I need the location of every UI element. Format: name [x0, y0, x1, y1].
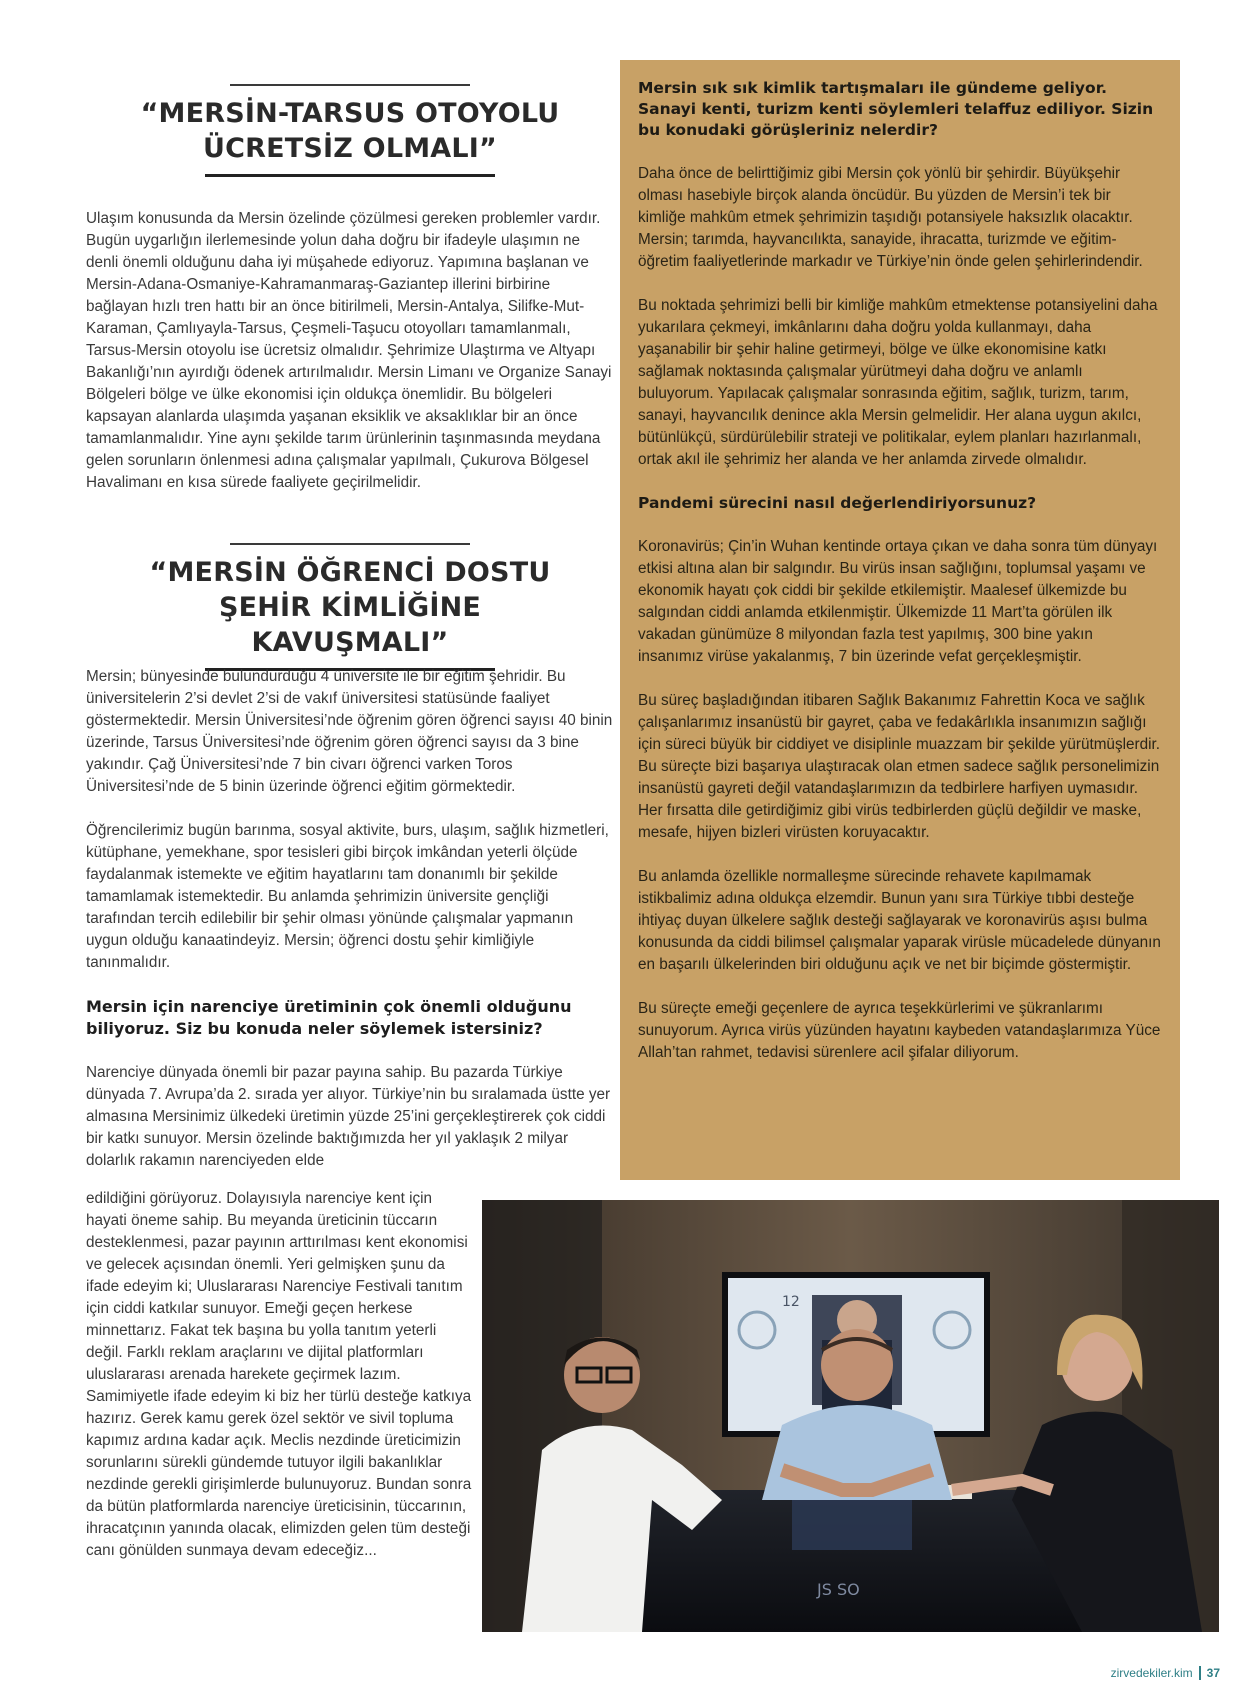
- interview-question-identity: Mersin sık sık kimlik tartışmaları ile gündeme geliyor. Sanayi kenti, turizm kenti söylemleri telaffuz ediliyor. Sizin bu konudaki görüşleriniz nelerdir?: [638, 79, 1154, 139]
- interview-sidebar: [620, 60, 1180, 1180]
- meeting-photo: [482, 1200, 1219, 1632]
- heading-block-1: [80, 84, 620, 177]
- paragraph: Öğrencilerimiz bugün barınma, sosyal aktivite, burs, ulaşım, sağlık hizmetleri, kütüphane, yemekhane, spor tesisleri gibi birçok imkândan yeterli ölçüde faydalanmak istemekte ve eğitim hayatlarını tam donanımlı bir şekilde tamamlamak istemektedir. Bu anlamda şehrimizin üniversite gençliği tarafından tercih edilebilir bir şehir olması yönünde çalışmalar yapmanın uygun olduğu kanaatindeyiz. Mersin; öğrenci dostu şehir kimliğiyle tanınmalıdır.: [86, 822, 609, 971]
- paragraph: Bu noktada şehrimizi belli bir kimliğe mahkûm etmektense potansiyelini daha yukarılara çekmeyi, imkânlarını daha doğru yolda kullanmayı, daha yaşanabilir bir şehir haline getirmeyi, bölge ve ülke ekonomisine katkı sağlamak noktasında çalışmalar yürütmeyi daha doğru ve anlamlı buluyorum. Yapılacak çalışmalar sonrasında eğitim, sağlık, turizm, tarım, sanayi, hayvancılık denince akla Mersin gelmelidir. Her alana uygun akılcı, bütünlükçü, sürdürülebilir strateji ve politikalar, eylem planları hazırlanmalı, ortak akıl ile şehrimiz her alanda ve her anlamda zirvede olmalıdır.: [638, 297, 1158, 468]
- paragraph: Samimiyetle ifade edeyim ki biz her türlü desteğe katkıya hazırız. Gerek kamu gerek özel sektör ve sivil topluma kapımız ardına kadar açık. Meclis nezdinde üreticimizin sorunlarını sürekli gündemde tutuyor ilgili bakanlıklar nezdinde gerekli girişimlerde bulunuyoruz. Bundan sonra da bütün platformlarda narenciye üreticisinin, tüccarının, ihracatçının yanında olacak, elimizden gelen tüm desteği canı gönülden sunmaya devam edeceğiz...: [86, 1388, 472, 1559]
- section-heading-transport: “MERSİN-TARSUS OTOYOLU ÜCRETSİZ OLMALI”: [140, 98, 560, 164]
- paragraph: Daha önce de belirttiğimiz gibi Mersin çok yönlü bir şehirdir. Büyükşehir olması hasebiyle birçok alanda öncüdür. Bu yüzden de Mersin’i tek bir kimliğe mahkûm etmek şehrimizin taşıdığı potansiyele haksızlık olacaktır. Mersin; tarımda, hayvancılıkta, sanayide, ihracatta, turizmde ve eğitim-öğretim faaliyetlerinde markadır ve Türkiye’nin önde gelen şehirlerindendir.: [638, 165, 1143, 270]
- meeting-photo-illustration: [482, 1200, 1219, 1632]
- page-footer: [1111, 1666, 1220, 1680]
- section-student-body: [86, 666, 616, 1172]
- footer-site: zirvedekiler.kim: [1110, 1666, 1193, 1680]
- interview-question-pandemic: Pandemi sürecini nasıl değerlendiriyorsunuz?: [638, 494, 1037, 512]
- paragraph: Narenciye dünyada önemli bir pazar payına sahip. Bu pazarda Türkiye dünyada 7. Avrupa’da 2. sırada yer alıyor. Türkiye’nin bu sıralamada üstte yer almasına Mersinimiz ülkedeki üretimin yüzde 25’ini gerçekleştirerek çok ciddi bir katkı sunuyor. Mersin özelinde baktığımızda her yıl yaklaşık 2 milyar dolarlık rakamın narenciyeden elde: [86, 1064, 611, 1169]
- heading-rule-top: [230, 84, 470, 86]
- paragraph: Bu süreç başladığından itibaren Sağlık Bakanımız Fahrettin Koca ve sağlık çalışanlarımız insanüstü bir gayret, çaba ve fedakârlıkla insanımızın sağlığı için süreci büyük bir ciddiyet ve disiplinle muazzam bir şekilde yürütmüşlerdir. Bu süreçte bizi başarıya ulaştıracak olan etmen sadece sağlık personelimizin insanüstü gayreti değil vatandaşlarımızın da tedbirlere harfiyen uymasıdır. Her fırsatta dile getirdiğimiz gibi virüs tedbirlerden güçlü değildir ve maske, mesafe, hijyen bizleri virüsten koruyacaktır.: [638, 692, 1160, 841]
- section-citrus-narrow: [86, 1188, 476, 1562]
- heading-block-2: [80, 543, 620, 671]
- heading-rule-bottom: [205, 174, 495, 177]
- table-text: JS SO: [817, 1580, 860, 1599]
- page-number: 37: [1199, 1666, 1220, 1680]
- screen-text: 12: [782, 1294, 800, 1310]
- paragraph: edildiğini görüyoruz. Dolayısıyla narenciye kent için hayati öneme sahip. Bu meyanda üreticinin tüccarın desteklenmesi, pazar payının arttırılması kent ekonomisi ve gelecek açısından önemli. Yeri gelmişken şunu da ifade edeyim ki; Uluslararası Narenciye Festivali tanıtım için ciddi katkılar sunuyor. Emeği geçen herkese minnettarız. Fakat tek başına bu yolla tanıtım yeterli değil. Farklı reklam araçlarını ve dijital platformları uluslararası arenada harekete geçirmek lazım.: [86, 1190, 468, 1383]
- section-heading-student-city: “MERSİN ÖĞRENCİ DOSTU ŞEHİR KİMLİĞİNE KAVUŞMALI”: [149, 557, 551, 658]
- paragraph: Ulaşım konusunda da Mersin özelinde çözülmesi gereken problemler vardır. Bugün uygarlığın ilerlemesinde yolun daha doğru bir ifadeyle ulaşımın ne denli önemli olduğunu daha iyi müşahede ediyoruz. Yapımına başlanan ve Mersin-Adana-Osmaniye-Kahramanmaraş-Gaziantep illerini birbirine bağlayan hızlı tren hattı bir an önce bitirilmeli, Mersin-Antalya, Silifke-Mut-Karaman, Çamlıyayla-Tarsus, Çeşmeli-Taşucu otoyolları tamamlanmalı, Tarsus-Mersin otoyolu ise ücretsiz olmalıdır. Şehrimize Ulaştırma ve Altyapı Bakanlığı’nın ayırdığı ödenek artırılmalıdır. Mersin Limanı ve Organize Sanayi Bölgeleri bölge ve ülke ekonomisi için oldukça önemlidir. Bu bölgeleri kapsayan alanlarda ulaşımda yaşanan eksiklik ve aksaklıklar bir an önce tamamlanmalıdır. Yine aynı şekilde tarım ürünlerinin taşınmasında meydana gelen sorunların önlenmesi adına çalışmalar yapılmalı, Çukurova Bölgesel Havalimanı en kısa sürede faaliyete geçirilmelidir.: [86, 210, 612, 491]
- paragraph: Koronavirüs; Çin’in Wuhan kentinde ortaya çıkan ve daha sonra tüm dünyayı etkisi altına alan bir salgındır. Bu virüs insan sağlığını, toplumsal yaşamı ve ekonomik hayatı çok ciddi bir şekilde etkilemiştir. Maalesef ülkemizde bu salgından ciddi anlamda etkilenmiştir. Ülkemizde 11 Mart’ta görülen ilk vakadan günümüze 8 milyondan fazla test yapılmış, 300 bine yakın insanımız virüse yakalanmış, 7 bin üzerinde vefat gerçekleşmiştir.: [638, 538, 1158, 665]
- paragraph: Mersin; bünyesinde bulundurduğu 4 üniversite ile bir eğitim şehridir. Bu üniversitelerin 2’si devlet 2’si de vakıf üniversitesi statüsünde faaliyet göstermektedir. Mersin Üniversitesi’nde öğrenim gören öğrenci sayısı 40 binin üzerinde, Tarsus Üniversitesi’nde öğrenim gören öğrenci sayısı da 3 bine yakındır. Çağ Üniversitesi’nde 7 bin civarı öğrenci varken Toros Üniversitesi’nde de 5 binin üzerinde öğrenci eğitim görmektedir.: [86, 668, 613, 795]
- section-transport-body: [86, 208, 616, 516]
- paragraph: Bu anlamda özellikle normalleşme sürecinde rehavete kapılmamak istikbalimiz adına oldukça elzemdir. Bunun yanı sıra Türkiye tıbbi desteğe ihtiyaç duyan ülkelere sağlık desteği sağlayarak ve koronavirüs aşısı bulma konusunda da ciddi bilimsel çalışmalar yaparak virüsle mücadelede dünyanın en başarılı ülkelerinden biri olduğunu açık ve net bir biçimde göstermiştir.: [638, 868, 1161, 973]
- paragraph: Bu süreçte emeği geçenlere de ayrıca teşekkürlerimi ve şükranlarımı sunuyorum. Ayrıca virüs yüzünden hayatını kaybeden vatandaşlarımıza Yüce Allah’tan rahmet, tedavisi sürenlere acil şifalar diliyorum.: [638, 1000, 1161, 1061]
- heading-rule-top: [230, 543, 470, 545]
- interview-question-citrus: Mersin için narenciye üretiminin çok önemli olduğunu biliyoruz. Siz bu konuda neler söylemek istersiniz?: [86, 997, 572, 1038]
